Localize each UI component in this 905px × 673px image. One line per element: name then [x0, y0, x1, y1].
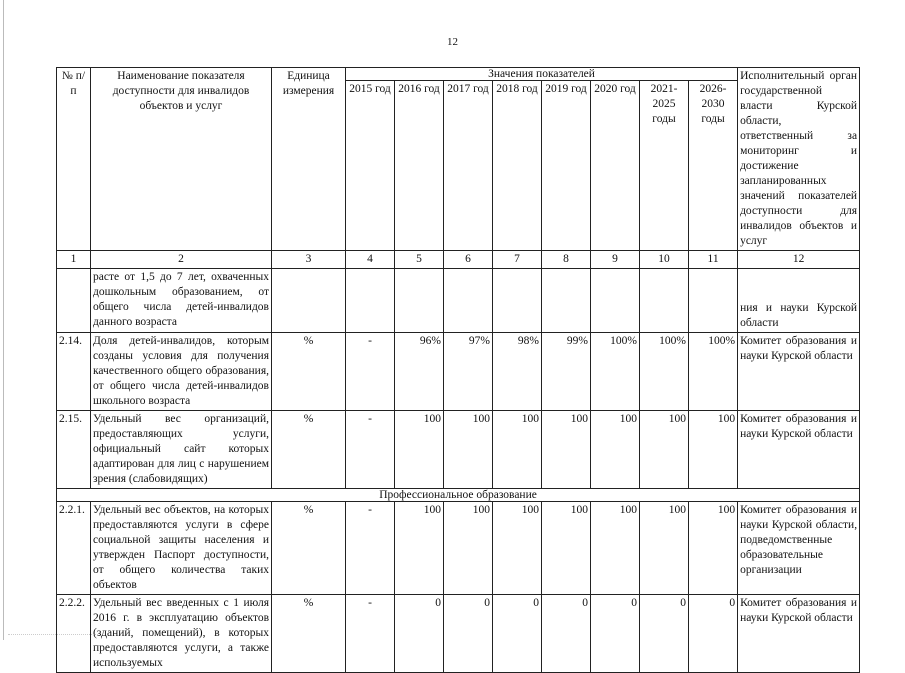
row-number: 2.14.	[57, 333, 91, 411]
executor-cell: Комитет образования и науки Курской области	[738, 411, 860, 489]
table-row	[57, 333, 860, 411]
value-cell	[542, 269, 591, 333]
header-values: Значения показателей	[346, 68, 738, 81]
header-year: 2026-2030 годы	[689, 81, 738, 251]
column-number: 3	[272, 251, 346, 269]
column-number: 11	[689, 251, 738, 269]
value-cell: 100	[640, 411, 689, 489]
column-number: 7	[493, 251, 542, 269]
value-cell: -	[346, 502, 395, 595]
table-row	[57, 502, 860, 595]
header-year: 2015 год	[346, 81, 395, 251]
executor-cell: ния и науки Курской области	[738, 269, 860, 333]
value-cell	[346, 269, 395, 333]
value-cell	[444, 269, 493, 333]
value-cell: 100	[542, 411, 591, 489]
row-number	[57, 269, 91, 333]
value-cell: 0	[689, 595, 738, 673]
value-cell: 100%	[689, 333, 738, 411]
column-number: 8	[542, 251, 591, 269]
header-exec: Исполнительный орган государственной власти Курской области, ответственный за мониторинг и достижение запланированных значений показателей доступности для инвалидов объектов и услуг	[738, 68, 860, 251]
value-cell: 96%	[395, 333, 444, 411]
value-cell: 0	[493, 595, 542, 673]
indicator-name: Удельный вес организаций, предоставляющих услуги, официальный сайт которых адаптирован для лиц с нарушением зрения (слабовидящих)	[91, 411, 272, 489]
value-cell: 100	[444, 502, 493, 595]
table-row	[57, 595, 860, 673]
value-cell: 98%	[493, 333, 542, 411]
value-cell	[591, 269, 640, 333]
table-row	[57, 411, 860, 489]
value-cell: 100%	[591, 333, 640, 411]
scan-artifact	[8, 634, 98, 636]
value-cell: 100	[493, 411, 542, 489]
value-cell	[640, 269, 689, 333]
value-cell: -	[346, 595, 395, 673]
value-cell: 100	[395, 411, 444, 489]
page-number: 12	[447, 36, 458, 48]
section-row	[57, 489, 860, 502]
value-cell: -	[346, 411, 395, 489]
value-cell: 0	[542, 595, 591, 673]
executor-cell: Комитет образования и науки Курской области, подведомственные образовательные организации	[738, 502, 860, 595]
column-number: 6	[444, 251, 493, 269]
row-number: 2.2.2.	[57, 595, 91, 673]
value-cell: 0	[444, 595, 493, 673]
value-cell	[395, 269, 444, 333]
unit-cell	[272, 269, 346, 333]
header-year: 2016 год	[395, 81, 444, 251]
executor-cell: Комитет образования и науки Курской области	[738, 333, 860, 411]
header-year: 2018 год	[493, 81, 542, 251]
page-edge	[3, 0, 4, 640]
indicator-name: Доля детей-инвалидов, которым созданы условия для получения качественного общего образования, от общего числа детей-инвалидов школьного возраста	[91, 333, 272, 411]
executor-cell: Комитет образования и науки Курской области	[738, 595, 860, 673]
value-cell: 0	[591, 595, 640, 673]
column-number: 4	[346, 251, 395, 269]
value-cell	[689, 269, 738, 333]
value-cell: 100	[542, 502, 591, 595]
value-cell	[493, 269, 542, 333]
indicator-name: Удельный вес введенных с 1 июля 2016 г. в эксплуатацию объектов (зданий, помещений), в которых предоставляются услуги, а также используемых	[91, 595, 272, 673]
value-cell: 100	[640, 502, 689, 595]
table-row	[57, 269, 860, 333]
value-cell: 97%	[444, 333, 493, 411]
value-cell: -	[346, 333, 395, 411]
column-number-row	[57, 251, 860, 269]
row-number: 2.15.	[57, 411, 91, 489]
value-cell: 100	[689, 502, 738, 595]
indicators-table	[56, 67, 860, 673]
value-cell: 100	[689, 411, 738, 489]
column-number: 10	[640, 251, 689, 269]
row-number: 2.2.1.	[57, 502, 91, 595]
header-unit: Единица измерения	[272, 68, 346, 251]
column-number: 1	[57, 251, 91, 269]
header-no: № п/п	[57, 68, 91, 251]
column-number: 5	[395, 251, 444, 269]
value-cell: 100%	[640, 333, 689, 411]
header-year: 2021-2025 годы	[640, 81, 689, 251]
column-number: 2	[91, 251, 272, 269]
indicator-name: расте от 1,5 до 7 лет, охваченных дошкольным образованием, от общего числа детей-инвалидов данного возраста	[91, 269, 272, 333]
value-cell: 100	[395, 502, 444, 595]
header-name: Наименование показателя доступности для инвалидов объектов и услуг	[91, 68, 272, 251]
indicator-name: Удельный вес объектов, на которых предоставляются услуги в сфере социальной защиты населения и утвержден Паспорт доступности, от общего количества таких объектов	[91, 502, 272, 595]
unit-cell: %	[272, 502, 346, 595]
value-cell: 100	[444, 411, 493, 489]
value-cell: 99%	[542, 333, 591, 411]
value-cell: 100	[591, 411, 640, 489]
unit-cell: %	[272, 595, 346, 673]
header-year: 2020 год	[591, 81, 640, 251]
value-cell: 100	[493, 502, 542, 595]
section-title: Профессиональное образование	[57, 489, 860, 502]
header-row	[57, 68, 860, 81]
unit-cell: %	[272, 411, 346, 489]
value-cell: 100	[591, 502, 640, 595]
value-cell: 0	[395, 595, 444, 673]
column-number: 12	[738, 251, 860, 269]
column-number: 9	[591, 251, 640, 269]
header-year: 2017 год	[444, 81, 493, 251]
value-cell: 0	[640, 595, 689, 673]
unit-cell: %	[272, 333, 346, 411]
header-year: 2019 год	[542, 81, 591, 251]
